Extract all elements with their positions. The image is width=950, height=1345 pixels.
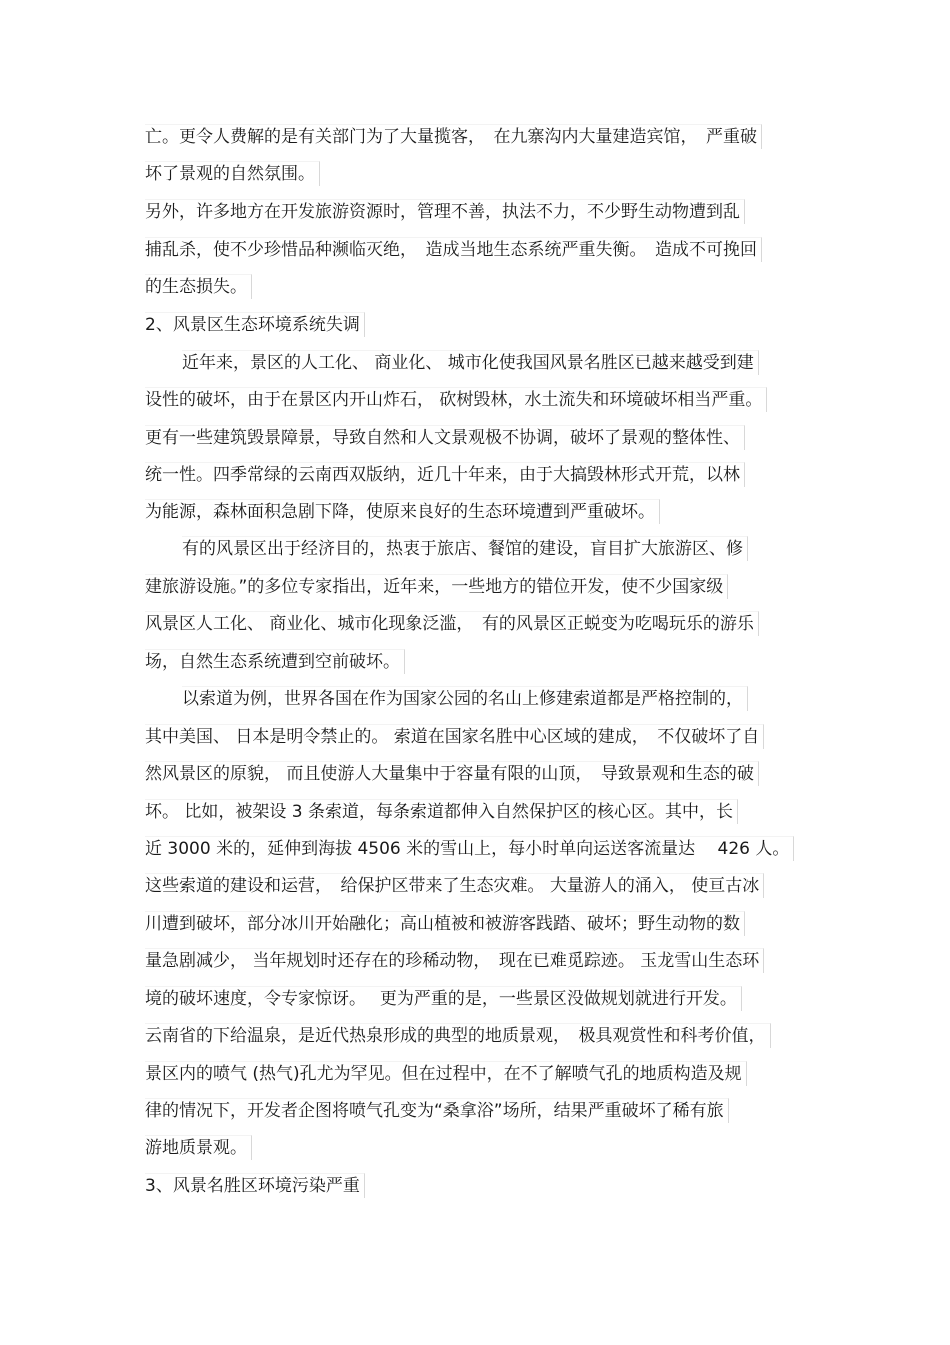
text-line: 然风景区的原貌， 而且使游人大量集中于容量有限的山顶， 导致景观和生态的破 [145, 761, 759, 786]
text-line: 坏。 比如，被架设 3 条索道，每条索道都伸入自然保护区的核心区。其中，长 [145, 799, 738, 824]
text-line: 有的风景区出于经济目的，热衷于旅店、餐馆的建设，盲目扩大旅游区、修 [182, 536, 748, 561]
text-line: 统一性。四季常绿的云南西双版纳，近几十年来，由于大搞毁林形式开荒，以林 [145, 462, 745, 487]
text-line: 境的破坏速度，令专家惊讶。 更为严重的是，一些景区没做规划就进行开发。 [145, 986, 742, 1011]
text-line: 近 3000 米的，延伸到海拔 4506 米的雪山上，每小时单向运送客流量达 426 人。 [145, 836, 794, 861]
text-line: 捕乱杀，使不少珍惜品种濒临灭绝， 造成当地生态系统严重失衡。 造成不可挽回 [145, 237, 762, 262]
text-line: 其中美国、 日本是明令禁止的。 索道在国家名胜中心区域的建成， 不仅破坏了自 [145, 724, 764, 749]
text-line: 景区内的喷气 (热气)孔尤为罕见。但在过程中，在不了解喷气孔的地质构造及规 [145, 1061, 747, 1086]
text-line: 为能源，森林面积急剧下降，使原来良好的生态环境遭到严重破坏。 [145, 499, 660, 524]
text-line: 坏了景观的自然氛围。 [145, 161, 320, 186]
text-line: 亡。更令人费解的是有关部门为了大量揽客， 在九寨沟内大量建造宾馆， 严重破 [145, 124, 762, 149]
text-line: 川遭到破坏，部分冰川开始融化；高山植被和被游客践踏、破坏；野生动物的数 [145, 911, 745, 936]
text-line: 这些索道的建设和运营， 给保护区带来了生态灾难。 大量游人的涌入， 使亘古冰 [145, 873, 764, 898]
text-line: 设性的破坏，由于在景区内开山炸石， 砍树毁林，水土流失和环境破坏相当严重。 [145, 387, 767, 412]
text-line: 更有一些建筑毁景障景，导致自然和人文景观极不协调，破坏了景观的整体性、 [145, 425, 745, 450]
text-line: 以索道为例，世界各国在作为国家公园的名山上修建索道都是严格控制的， [182, 686, 748, 711]
text-line: 的生态损失。 [145, 274, 252, 299]
text-line: 建旅游设施。”的多位专家指出，近年来，一些地方的错位开发，使不少国家级 [145, 574, 728, 599]
text-line: 风景区人工化、 商业化、城市化现象泛滥， 有的风景区正蜕变为吃喝玩乐的游乐 [145, 611, 759, 636]
section-heading: 2、风景区生态环境系统失调 [145, 312, 365, 337]
section-heading: 3、风景名胜区环境污染严重 [145, 1173, 365, 1198]
text-line: 另外，许多地方在开发旅游资源时，管理不善，执法不力，不少野生动物遭到乱 [145, 199, 745, 224]
text-line: 游地质景观。 [145, 1135, 252, 1160]
text-line: 近年来，景区的人工化、 商业化、 城市化使我国风景名胜区已越来越受到建 [182, 350, 759, 375]
text-line: 云南省的下给温泉，是近代热泉形成的典型的地质景观， 极具观赏性和科考价值， [145, 1023, 771, 1048]
text-line: 量急剧减少， 当年规划时还存在的珍稀动物， 现在已难觅踪迹。 玉龙雪山生态环 [145, 948, 764, 973]
text-line: 律的情况下，开发者企图将喷气孔变为“桑拿浴”场所，结果严重破坏了稀有旅 [145, 1098, 729, 1123]
text-line: 场，自然生态系统遭到空前破坏。 [145, 649, 405, 674]
